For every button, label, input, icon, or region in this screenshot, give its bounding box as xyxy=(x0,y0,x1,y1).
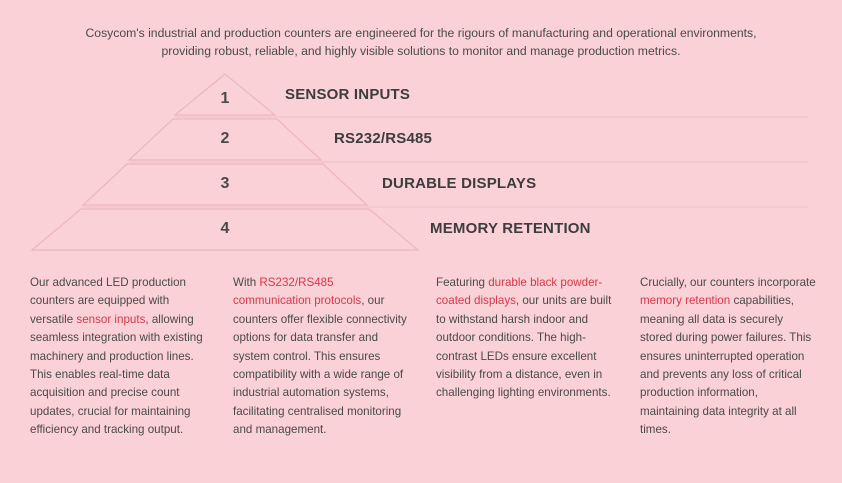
column-1-text: Our advanced LED production counters are equipped with versatile xyxy=(30,276,186,326)
column-3-highlight: durable black powder-coated displays xyxy=(436,276,603,308)
tier-1-label: SENSOR INPUTS xyxy=(285,86,411,103)
column-2-highlight: RS232/RS485 communication protocols xyxy=(233,276,362,308)
column-3-text-end: , our units are built to withstand harsh indoor and outdoor conditions. The high-contrast LEDs ensure excellent visibility from a distance, even in challenging lighting environments. xyxy=(436,294,612,400)
intro-line-1: Cosycom's industrial and production counters are engineered for the rigours of manufacturing and operational environments, xyxy=(85,26,757,40)
column-durable-displays xyxy=(436,274,614,403)
column-4-text: Crucially, our counters incorporate xyxy=(640,276,816,289)
column-1-highlight: sensor inputs xyxy=(76,312,146,326)
tier-3-number: 3 xyxy=(220,175,230,192)
tier-4-label: MEMORY RETENTION xyxy=(430,220,591,237)
column-1-text-end: , allowing seamless integration with existing machinery and production lines. This enables real-time data acquisition and precise count updates, crucial for maintaining efficiency and tracking output. xyxy=(30,312,203,437)
column-memory-retention xyxy=(640,274,818,440)
column-3-text: Featuring xyxy=(436,276,489,289)
column-2-text-end: , our counters offer flexible connectivity options for data transfer and system control. This ensures compatibility with a wide range of industrial automation systems, facilitating centralised monitoring and management. xyxy=(233,294,407,437)
tier-2-number: 2 xyxy=(220,130,230,147)
column-2-text: With xyxy=(233,276,260,289)
tier-1-number: 1 xyxy=(220,90,230,107)
column-4-highlight: memory retention xyxy=(640,294,731,308)
column-sensor-inputs xyxy=(30,274,208,440)
tier-2-label: RS232/RS485 xyxy=(334,130,433,147)
tier-4-number: 4 xyxy=(220,220,230,237)
column-4-text-end: capabilities, meaning all data is securely stored during power failures. This ensures uninterrupted operation and prevents any loss of critical production information, maintaining data integrity at all times. xyxy=(640,294,812,437)
tier-3-label: DURABLE DISPLAYS xyxy=(382,175,537,192)
column-rs232-rs485 xyxy=(233,274,411,440)
intro-line-2: providing robust, reliable, and highly visible solutions to monitor and manage production metrics. xyxy=(161,44,681,58)
